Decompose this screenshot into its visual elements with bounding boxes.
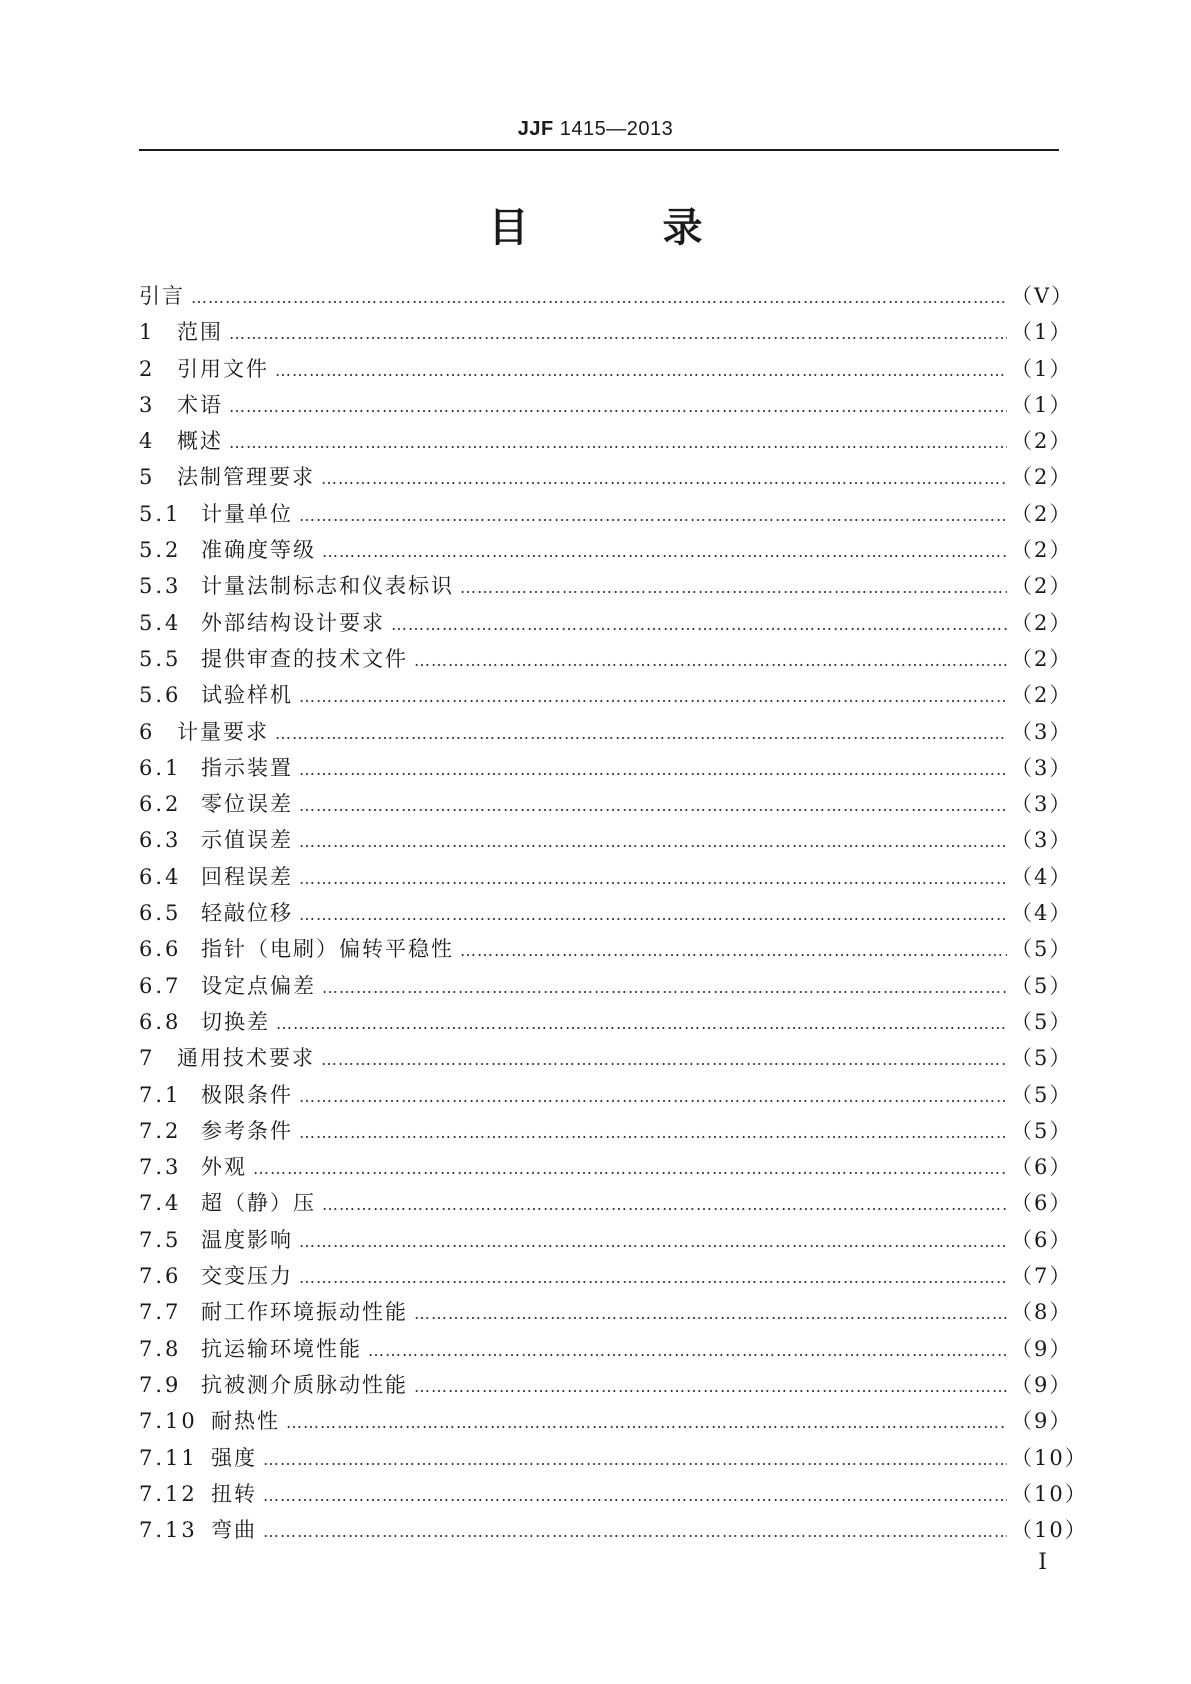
toc-entry-page: （5）	[1011, 1118, 1073, 1143]
toc-entry-number: 5.6	[139, 683, 182, 708]
toc-entry[interactable]	[139, 786, 1073, 822]
toc-entry-page: （3）	[1011, 792, 1073, 817]
toc-entry[interactable]	[139, 1113, 1073, 1149]
toc-dot-leader	[391, 607, 1007, 643]
toc-entry[interactable]	[139, 351, 1073, 387]
toc-entry[interactable]	[139, 278, 1075, 314]
toc-entry[interactable]	[139, 314, 1073, 350]
toc-entry-page: （9）	[1011, 1409, 1073, 1434]
toc-entry-page: （3）	[1011, 719, 1073, 744]
toc-entry-page: （6）	[1011, 1155, 1073, 1180]
toc-entry-title: 指针（电刷）偏转平稳性	[201, 937, 454, 962]
toc-entry[interactable]	[139, 1512, 1088, 1548]
toc-entry[interactable]	[139, 1077, 1073, 1113]
toc-entry[interactable]	[139, 496, 1073, 532]
toc-entry-page: （2）	[1011, 574, 1073, 599]
toc-entry-page: （9）	[1011, 1336, 1073, 1361]
toc-entry-title: 计量单位	[201, 501, 293, 526]
toc-entry[interactable]	[139, 1294, 1073, 1330]
toc-entry-number: 7.5	[139, 1227, 182, 1252]
toc-entry-number: 7.1	[139, 1082, 182, 1107]
toc-dot-leader	[299, 861, 1007, 897]
toc-entry-title: 概述	[177, 429, 223, 454]
toc-entry-title: 参考条件	[201, 1118, 293, 1143]
toc-entry-title: 计量法制标志和仪表标识	[201, 574, 454, 599]
toc-entry-number: 7.12	[139, 1481, 198, 1506]
toc-dot-leader	[299, 788, 1007, 824]
toc-dot-leader	[299, 679, 1007, 715]
toc-entry-number: 6.6	[139, 937, 182, 962]
toc-entry-page: （2）	[1011, 465, 1073, 490]
toc-entry-number: 6.7	[139, 973, 182, 998]
toc-entry[interactable]	[139, 1476, 1088, 1512]
toc-dot-leader	[299, 824, 1007, 860]
toc-entry-page: （10）	[1011, 1518, 1088, 1543]
toc-entry-number: 5	[139, 465, 156, 490]
toc-entry-page: （5）	[1011, 937, 1073, 962]
toc-entry-title: 引用文件	[177, 356, 269, 381]
toc-entry-number: 4	[139, 429, 156, 454]
toc-dot-leader	[229, 316, 1007, 352]
toc-entry-number: 6	[139, 719, 156, 744]
toc-entry-title: 示值误差	[201, 828, 293, 853]
toc-entry-title: 法制管理要求	[177, 465, 315, 490]
toc-dot-leader	[275, 353, 1007, 389]
toc-entry[interactable]	[139, 750, 1073, 786]
toc-entry-title: 轻敲位移	[201, 901, 293, 926]
toc-entry-title: 极限条件	[201, 1082, 293, 1107]
toc-title: 目 录	[488, 205, 763, 251]
toc-entry-title: 耐工作环境振动性能	[201, 1300, 408, 1325]
toc-entry[interactable]	[139, 459, 1073, 495]
toc-entry-page: （2）	[1011, 683, 1073, 708]
toc-dot-leader	[322, 1187, 1007, 1223]
toc-entry-title: 抗运输环境性能	[201, 1336, 362, 1361]
page-number: Ⅰ	[1038, 1550, 1047, 1575]
toc-entry-number: 6.5	[139, 901, 182, 926]
toc-entry[interactable]	[139, 1440, 1088, 1476]
toc-entry-number: 5.4	[139, 610, 182, 635]
toc-entry-page: （5）	[1011, 1009, 1073, 1034]
toc-entry-number: 1	[139, 320, 156, 345]
toc-entry[interactable]	[139, 822, 1073, 858]
toc-entry-page: （5）	[1011, 1046, 1073, 1071]
toc-entry-number: 7.6	[139, 1264, 182, 1289]
toc-entry-number: 7.7	[139, 1300, 182, 1325]
toc-entry-title: 外观	[201, 1155, 247, 1180]
toc-entry-page: （10）	[1011, 1445, 1088, 1470]
toc-entry-page: （1）	[1011, 320, 1073, 345]
toc-entry-title: 设定点偏差	[201, 973, 316, 998]
toc-dot-leader	[414, 1369, 1007, 1405]
toc-entry-number: 7.4	[139, 1191, 182, 1216]
toc-entry[interactable]	[139, 968, 1073, 1004]
toc-dot-leader	[299, 752, 1007, 788]
toc-entry[interactable]	[139, 1004, 1073, 1040]
toc-dot-leader	[229, 425, 1007, 461]
toc-entry[interactable]	[139, 677, 1073, 713]
toc-entry-number: 5.2	[139, 538, 182, 563]
toc-entry-page: （2）	[1011, 501, 1073, 526]
toc-dot-leader	[299, 498, 1007, 534]
toc-entry-number: 7.8	[139, 1336, 182, 1361]
toc-entry[interactable]	[139, 1040, 1073, 1076]
toc-entry[interactable]	[139, 532, 1073, 568]
toc-dot-leader	[299, 1115, 1007, 1151]
toc-dot-leader	[276, 1006, 1007, 1042]
toc-entry-page: （2）	[1011, 610, 1073, 635]
toc-entry-title: 试验样机	[201, 683, 293, 708]
toc-dot-leader	[229, 389, 1007, 425]
toc-entry-page: （4）	[1011, 864, 1073, 889]
document-code-number: 1415—2013	[553, 118, 674, 140]
toc-entry-title: 通用技术要求	[177, 1046, 315, 1071]
toc-entry-title: 扭转	[211, 1481, 257, 1506]
toc-entry-number: 5.1	[139, 501, 182, 526]
toc-entry[interactable]	[139, 859, 1073, 895]
toc-entry-page: （8）	[1011, 1300, 1073, 1325]
toc-entry-page: （5）	[1011, 1082, 1073, 1107]
toc-entry[interactable]	[139, 605, 1073, 641]
toc-entry[interactable]	[139, 1367, 1073, 1403]
toc-entry-page: （4）	[1011, 901, 1073, 926]
toc-entry[interactable]	[139, 1331, 1073, 1367]
toc-dot-leader	[263, 1442, 1007, 1478]
toc-entry-number: 7.3	[139, 1155, 182, 1180]
toc-entry-number: 7.10	[139, 1409, 198, 1434]
toc-dot-leader	[253, 1151, 1007, 1187]
toc-entry-number: 6.4	[139, 864, 182, 889]
toc-dot-leader	[286, 1405, 1007, 1441]
toc-dot-leader	[321, 1042, 1007, 1078]
toc-entry-title: 零位误差	[201, 792, 293, 817]
toc-entry-page: （3）	[1011, 828, 1073, 853]
toc-dot-leader	[414, 1296, 1007, 1332]
document-code-prefix: JJF	[517, 118, 554, 140]
toc-entry-title: 交变压力	[201, 1264, 293, 1289]
header-divider	[139, 149, 1059, 151]
toc-entry-number: 7.11	[139, 1445, 198, 1470]
toc-dot-leader	[322, 534, 1007, 570]
toc-entry[interactable]	[139, 423, 1073, 459]
toc-entry-title: 温度影响	[201, 1227, 293, 1252]
toc-dot-leader	[299, 1224, 1007, 1260]
toc-entry-number: 7.9	[139, 1372, 182, 1397]
toc-entry[interactable]	[139, 1185, 1073, 1221]
toc-entry-number: 7.13	[139, 1518, 198, 1543]
toc-entry-title: 切换差	[201, 1009, 270, 1034]
toc-entry-title: 计量要求	[177, 719, 269, 744]
toc-dot-leader	[263, 1478, 1007, 1514]
toc-dot-leader	[322, 970, 1007, 1006]
toc-entry-title: 提供审查的技术文件	[201, 646, 408, 671]
toc-entry-page: （2）	[1011, 646, 1073, 671]
toc-entry-title: 外部结构设计要求	[201, 610, 385, 635]
toc-list	[139, 278, 1088, 1548]
toc-dot-leader	[321, 461, 1007, 497]
toc-entry-number: 3	[139, 392, 156, 417]
toc-entry[interactable]	[139, 931, 1073, 967]
toc-entry-title: 指示装置	[201, 755, 293, 780]
toc-entry-number: 6.2	[139, 792, 182, 817]
toc-entry-page: （Ⅴ）	[1011, 284, 1075, 308]
toc-entry-title: 引言	[139, 284, 185, 308]
toc-entry-number: 5.3	[139, 574, 182, 599]
toc-entry-page: （6）	[1011, 1191, 1073, 1216]
toc-entry-title: 术语	[177, 392, 223, 417]
toc-dot-leader	[460, 933, 1007, 969]
toc-entry[interactable]	[139, 895, 1073, 931]
document-code-header	[0, 118, 1191, 141]
toc-entry-title: 抗被测介质脉动性能	[201, 1372, 408, 1397]
toc-entry[interactable]	[139, 1222, 1073, 1258]
toc-entry[interactable]	[139, 568, 1073, 604]
toc-entry-title: 耐热性	[211, 1409, 280, 1434]
toc-dot-leader	[299, 1260, 1007, 1296]
toc-entry-page: （6）	[1011, 1227, 1073, 1252]
toc-dot-leader	[460, 570, 1007, 606]
toc-entry-page: （2）	[1011, 538, 1073, 563]
toc-entry-title: 范围	[177, 320, 223, 345]
toc-entry-page: （2）	[1011, 429, 1073, 454]
toc-dot-leader	[275, 716, 1007, 752]
toc-entry-page: （9）	[1011, 1372, 1073, 1397]
toc-entry[interactable]	[139, 387, 1073, 423]
toc-entry[interactable]	[139, 1403, 1073, 1439]
toc-dot-leader	[191, 280, 1007, 316]
toc-entry-page: （7）	[1011, 1264, 1073, 1289]
toc-dot-leader	[263, 1514, 1007, 1550]
toc-entry-page: （1）	[1011, 356, 1073, 381]
toc-entry-number: 6.8	[139, 1009, 182, 1034]
toc-entry-number: 7	[139, 1046, 156, 1071]
toc-entry-number: 6.1	[139, 755, 182, 780]
toc-entry-page: （3）	[1011, 755, 1073, 780]
toc-entry-number: 5.5	[139, 646, 182, 671]
toc-entry-title: 准确度等级	[201, 538, 316, 563]
toc-entry[interactable]	[139, 641, 1073, 677]
toc-entry-title: 超（静）压	[201, 1191, 316, 1216]
toc-dot-leader	[368, 1333, 1007, 1369]
toc-entry-number: 7.2	[139, 1118, 182, 1143]
toc-entry[interactable]	[139, 1258, 1073, 1294]
toc-entry-title: 弯曲	[211, 1518, 257, 1543]
toc-dot-leader	[414, 643, 1007, 679]
toc-entry-page: （10）	[1011, 1481, 1088, 1506]
toc-dot-leader	[299, 1079, 1007, 1115]
toc-entry-page: （5）	[1011, 973, 1073, 998]
toc-entry-number: 6.3	[139, 828, 182, 853]
toc-entry-number: 2	[139, 356, 156, 381]
toc-entry-page: （1）	[1011, 392, 1073, 417]
toc-entry[interactable]	[139, 714, 1073, 750]
toc-entry-title: 强度	[211, 1445, 257, 1470]
toc-entry-title: 回程误差	[201, 864, 293, 889]
toc-dot-leader	[299, 897, 1007, 933]
toc-entry[interactable]	[139, 1149, 1073, 1185]
